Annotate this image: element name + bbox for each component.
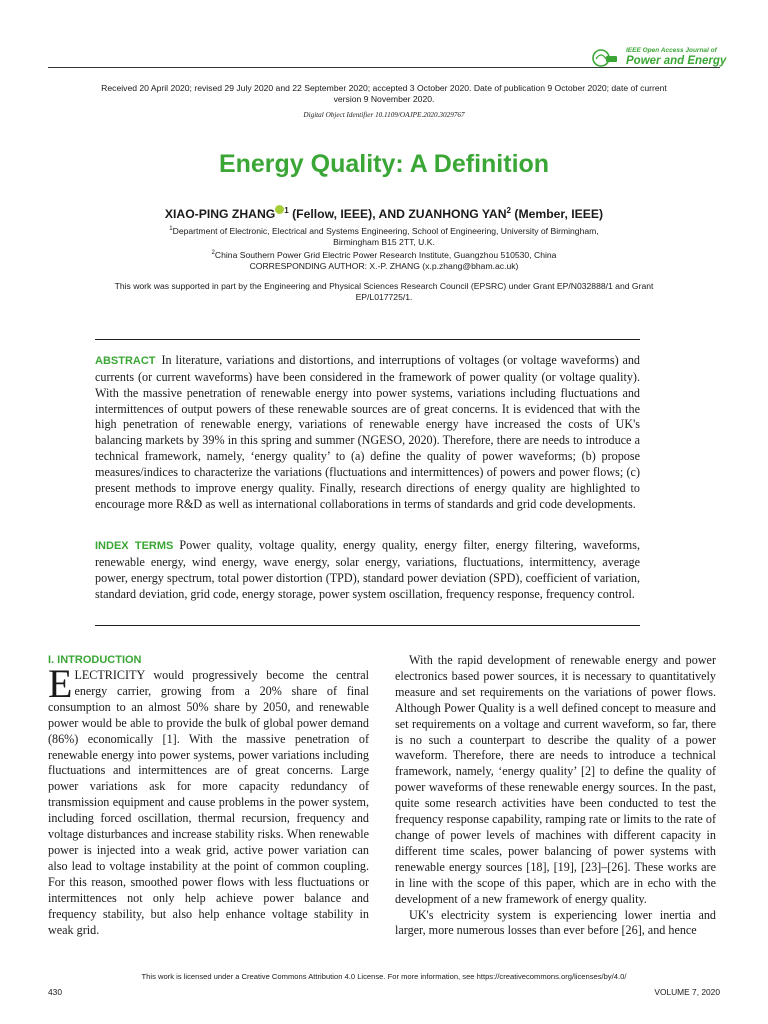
journal-name-small: IEEE Open Access Journal of: [626, 47, 717, 54]
drop-cap: E: [48, 661, 73, 706]
intro-paragraph-1: [48, 661, 369, 938]
journal-name: [626, 47, 726, 68]
affiliation-1-mark: 1: [169, 226, 173, 232]
doi-line: Digital Object Identifier 10.1109/OAJPE.2020.3029767: [303, 111, 465, 119]
author-2-affil-mark: 2: [506, 206, 511, 215]
left-column: [48, 653, 369, 938]
affiliation-1-line2: Birmingham B15 2TT, U.K.: [333, 237, 435, 248]
index-terms: [95, 538, 640, 602]
affiliation-1-text: Department of Electronic, Electrical and Systems Engineering, School of Engineering, University of Birmingham,: [172, 225, 599, 236]
abstract-top-rule: [95, 339, 640, 340]
author-name-1: XIAO-PING ZHANG: [164, 207, 276, 222]
journal-name-big: Power and Energy: [626, 55, 727, 67]
received-dates: Received 20 April 2020; revised 29 July 2020 and 22 September 2020; accepted 3 October 2020. Date of publication 9 October 2020; date of current version 9 November 2020.: [101, 83, 667, 104]
affiliation-2-mark: 2: [211, 250, 215, 257]
affiliations: [110, 224, 658, 273]
license-note: This work is licensed under a Creative Commons Attribution 4.0 License. For more information, see https://creativecommons.org/licenses/by/4.0/: [141, 972, 627, 981]
header-divider: [48, 67, 720, 68]
ieee-journal-logo-icon: [592, 47, 618, 69]
abstract-bottom-rule: [95, 625, 640, 626]
index-terms-text: Power quality, voltage quality, energy quality, energy filter, energy filtering, waveforms, renewable energy, wind energy, wave energy, solar energy, variations, fluctuations, intermittency, average power, energy spectrum, total power distortion (TPD), standard power deviation (SPD), coefficient of variation, standard deviation, grid code, energy storage, power system oscillation, frequency response, frequency control.: [95, 538, 640, 601]
intro-paragraph-3: UK's electricity system is experiencing lower inertia and larger, more numerous losses than ever before [26], and hence: [395, 907, 716, 938]
volume-label: VOLUME 7, 2020: [654, 987, 720, 997]
author-1-affil-mark: 1: [284, 206, 289, 215]
intro-paragraph-2: With the rapid development of renewable energy and power electronics based power sources, it is necessary to quantitatively measure and set requirements on the variations of power flows. Although Power Quality is a well defined concept to measure and set requirements on a voltage and current waveform, so far, there is no such a counterpart to describe the quality of a power waveform. Therefore, there are needs to introduce a technical framework, namely, ‘energy quality’ [2] to define the quality of power waveforms of these renewable energy sources. In the past, quite some research activities have been conducted to test the frequency response capability, ramping rate or limits to the rate of change of power levels of machines with different capacity in different time scales, power balancing of power systems with renewable energy sources [18], [19], [23]–[26]. These works are in line with the scope of this paper, which are in echo with the development of a new framework of energy quality.: [395, 653, 716, 906]
abstract-text: In literature, variations and distortions, and interruptions of voltages (or voltage waveforms) and currents (or current waveforms) have been considered in the framework of power quality (or voltage quality). With the massive penetration of renewable energy into power systems, variations including fluctuations and intermittences of output powers of these renewable sources are of great concerns. It is evidenced that with the high penetration of renewable energy, variations of renewable energy have increased the costs of UK's balancing markets by 39% in this spring and summer (NGESO, 2020). Therefore, there are needs to introduce a technical framework, namely, ‘energy quality’ to (a) define the quality of power waveforms; (b) propose measures/indices to characterize the variations (fluctuations and intermittences) of powers and power flows; (c) present methods to improve energy quality. Finally, research directions of energy quality are highlighted to encourage more R&D as well as international collaborations in terms of standards and grid code developments.: [95, 353, 640, 511]
authors-tail: (Member, IEEE): [511, 207, 604, 222]
page-number: 430: [48, 987, 62, 997]
abstract-label: ABSTRACT: [95, 355, 156, 367]
intro-paragraph-1-text: LECTRICITY would progressively become the central energy carrier, growing from a 20% share of final consumption to an almost 50% share by 2050, and renewable power would be able to provide the bulk of global power demand (86%) economically [1]. With the massive penetration of renewable energy into power systems, power variations including fluctuations and intermittences are of great concerns. Large power variations ask for more capacity redundancy of transmission equipment and cause problems in the power system, including forced oscillation, thermal recursion, frequency and voltage disturbances and increase stability risks. When renewable power is injected into a weak grid, active power variation can also lead to voltage instability at the point of common coupling. For this reason, smoothed power flows with less fluctuations or intermittences not only help achieve power balance and frequency stability, but also help enhance voltage stability in weak grid.: [48, 668, 369, 937]
index-terms-label: INDEX TERMS: [95, 540, 174, 552]
corresponding-author: CORRESPONDING AUTHOR: X.-P. ZHANG (x.p.zhang@bham.ac.uk): [249, 261, 519, 272]
affiliation-2-text: China Southern Power Grid Electric Power Research Institute, Guangzhou 510530, China: [214, 250, 557, 261]
abstract: [95, 353, 640, 512]
funding-note: This work was supported in part by the Engineering and Physical Sciences Research Council (EPSRC) under Grant EP/N032888/1 and Grant EP/L017725/1.: [114, 281, 654, 302]
authors-middle: (Fellow, IEEE), AND ZUANHONG YAN: [288, 207, 507, 222]
section-heading-introduction: I. INTRODUCTION: [48, 654, 142, 666]
authors-line: [0, 206, 768, 221]
orcid-icon[interactable]: [275, 205, 284, 214]
affiliation-2: [110, 248, 658, 261]
affiliation-1: [110, 224, 658, 237]
paper-title: Energy Quality: A Definition: [218, 150, 550, 178]
right-column: [395, 653, 716, 939]
